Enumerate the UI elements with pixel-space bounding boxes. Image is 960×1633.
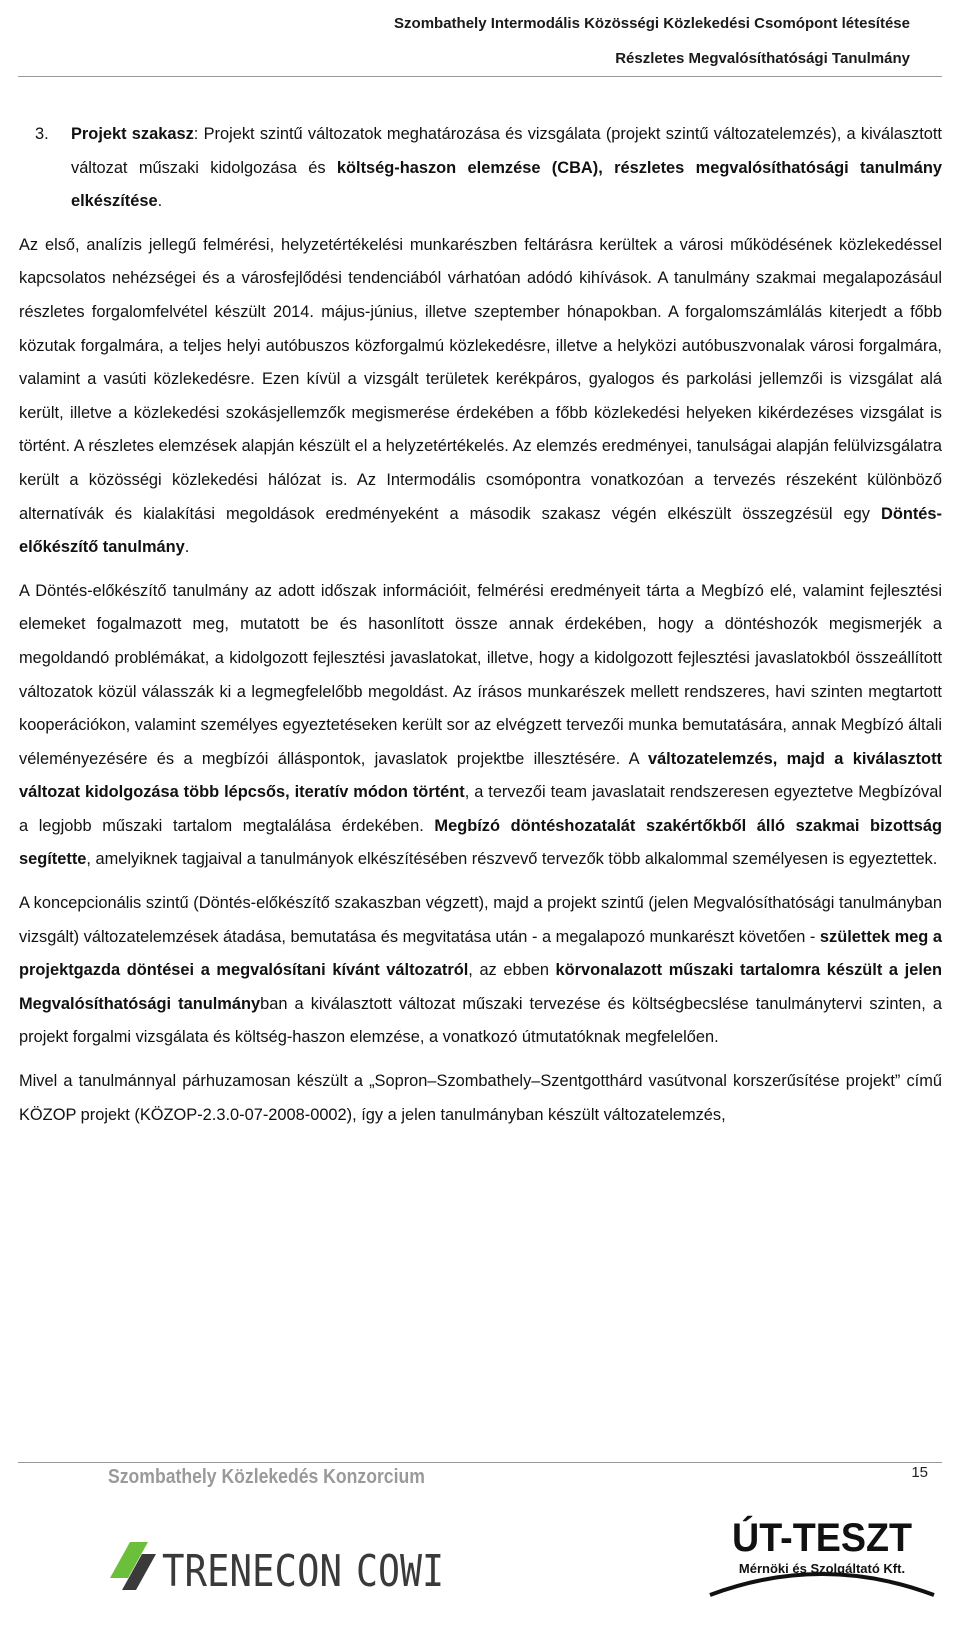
footer-divider xyxy=(18,1462,942,1463)
text-segment: Az első, analízis jellegű felmérési, helyzetértékelési munkarészben feltárásra kerültek a városi működésének közlekedéssel kapcsolatos nehézségei és a városfejlődési tendenciából várhatóan adódó kihívások. A tanulmány szakmai megalapozásául részletes forgalomfelvétel készült 2014. május-június, illetve szeptember hónapokban. A forgalomszámlálás kiterjedt a főbb közutak forgalmára, a teljes helyi autóbuszos közforgalmú közlekedésre, illetve a helyközi autóbuszvonalak városi forgalmára, valamint a vasúti közlekedésre. Ezen kívül a vizsgált területek kerékpáros, gyalogos és parkolási jellemzői is vizsgálat alá került, illetve a közlekedési szokásjellemzők megismerése érdekében a főbb közlekedési helyeken kikérdezéses vizsgálat is történt. A részletes elemzések alapján készült el a helyzetértékelés. Az elemzés eredményei, tanulságai alapján felülvizsgálatra került a közösségi közlekedési hálózat is. Az Intermodális csomópontra vonatkozóan a tervezés részeként különböző alternatívák és kialakítási megoldások eredményeként a második szakasz végén elkészült összegzésül egy xyxy=(19,235,942,523)
header-document-title: Részletes Megvalósíthatósági Tanulmány xyxy=(615,50,910,67)
footer-organization: Szombathely Közlekedés Konzorcium xyxy=(108,1466,425,1488)
trenecon-mark-icon xyxy=(110,1542,156,1590)
logo-uteszt-subtitle: Mérnöki és Szolgáltató Kft. xyxy=(738,1561,906,1576)
header-project-title: Szombathely Intermodális Közösségi Közlekedési Csomópont létesítése xyxy=(394,15,910,32)
text-segment: , a tervezői team javaslatait rendszeresen egyeztetve Megbízóval a legjobb műszaki tartalom megtalálása érdekében. xyxy=(19,783,943,835)
logo-uteszt-title: ÚT-TESZT xyxy=(732,1516,924,1560)
paragraph-decision-study xyxy=(19,575,942,877)
page-header xyxy=(394,6,910,76)
paragraph-railway xyxy=(19,1065,942,1132)
list-item-3 xyxy=(19,118,942,219)
ut-teszt-logo xyxy=(702,1503,942,1615)
text-segment: Mivel a tanulmánnyal párhuzamosan készült a „Sopron–Szombathely–Szentgotthárd vasútvonal korszerűsítése projekt” című KÖZOP projekt (KÖZOP-2.3.0-07-2008-0002), így a jelen tanulmányban készült változatelemzés, xyxy=(19,1072,942,1124)
text-segment: . xyxy=(184,538,190,557)
text-segment: ban a kiválasztott változat műszaki tervezése és költségbecslése tanulmánytervi szinten, a projekt forgalmi vizsgálata és költség-haszon elemzése, a vonatkozó útmutatóknak megfelelően. xyxy=(19,994,943,1047)
road-arc-icon xyxy=(710,1574,934,1595)
text-segment: A koncepcionális szintű (Döntés-előkészítő szakaszban végzett), majd a projekt szintű (jelen Megvalósíthatósági tanulmányban vizsgált) változatelemzések átadása, bemutatása és megvitatása után - a megalapozó munkarészt követően - xyxy=(19,894,942,946)
trenecon-cowi-logo xyxy=(108,1520,448,1600)
bold-text-segment: Döntés-előkészítő tanulmány xyxy=(19,504,942,557)
bold-text-segment: költség-haszon elemzése (CBA), részletes megvalósíthatósági tanulmány elkészítése xyxy=(71,158,942,211)
bold-text-segment: körvonalazott műszaki tartalomra készült a jelen Megvalósíthatósági tanulmány xyxy=(19,961,942,1013)
list-text xyxy=(71,118,942,219)
paragraph-feasibility xyxy=(19,887,942,1055)
text-segment: . xyxy=(157,192,163,211)
bold-text-segment: változatelemzés, majd a kiválasztott változat kidolgozása több lépcsős, iteratív módon történt xyxy=(19,749,942,802)
logo-cowi-text: COWI xyxy=(356,1546,444,1597)
list-number: 3. xyxy=(35,125,49,143)
page-number: 15 xyxy=(911,1464,928,1481)
paragraph-analysis xyxy=(19,229,942,565)
logo-trenecon-text: TRENECON xyxy=(162,1546,342,1597)
text-segment: : Projekt szintű változatok meghatározása és vizsgálata (projekt szintű változatelemzés), a kiválasztott változat műszaki kidolgozása és xyxy=(71,125,942,177)
header-divider xyxy=(18,76,942,77)
text-segment: , amelyiknek tagjaival a tanulmányok elkészítésében részvevő tervezők több alkalommal személyesen is egyeztettek. xyxy=(86,850,938,869)
bold-text-segment: születtek meg a projektgazda döntései a megvalósítani kívánt változatról xyxy=(19,927,942,980)
document-body xyxy=(19,118,942,1132)
bold-text-segment: Projekt szakasz xyxy=(71,125,194,143)
text-segment: , az ebben xyxy=(468,961,556,980)
text-segment: A Döntés-előkészítő tanulmány az adott időszak információit, felmérési eredményeit tárta a Megbízó elé, valamint fejlesztési elemeket fogalmazott meg, mutatott be és hasonlított össze annak érdekében, hogy a döntéshozók megismerjék a megoldandó problémákat, a kidolgozott fejlesztési javaslatokat, illetve, hogy a kidolgozott fejlesztési javaslatokból összeállított változatok közül válasszák ki a legmegfelelőbb megoldást. Az írásos munkarészek mellett rendszeres, havi szinten megtartott kooperációkon, valamint személyes egyeztetéseken került sor az elvégzett tervezői munka bemutatására, annak Megbízó általi véleményezésére és a megbízói álláspontok, javaslatok projektbe illesztésére. A xyxy=(19,581,942,768)
bold-text-segment: Megbízó döntéshozatalát szakértőkből álló szakmai bizottság segítette xyxy=(19,816,942,869)
